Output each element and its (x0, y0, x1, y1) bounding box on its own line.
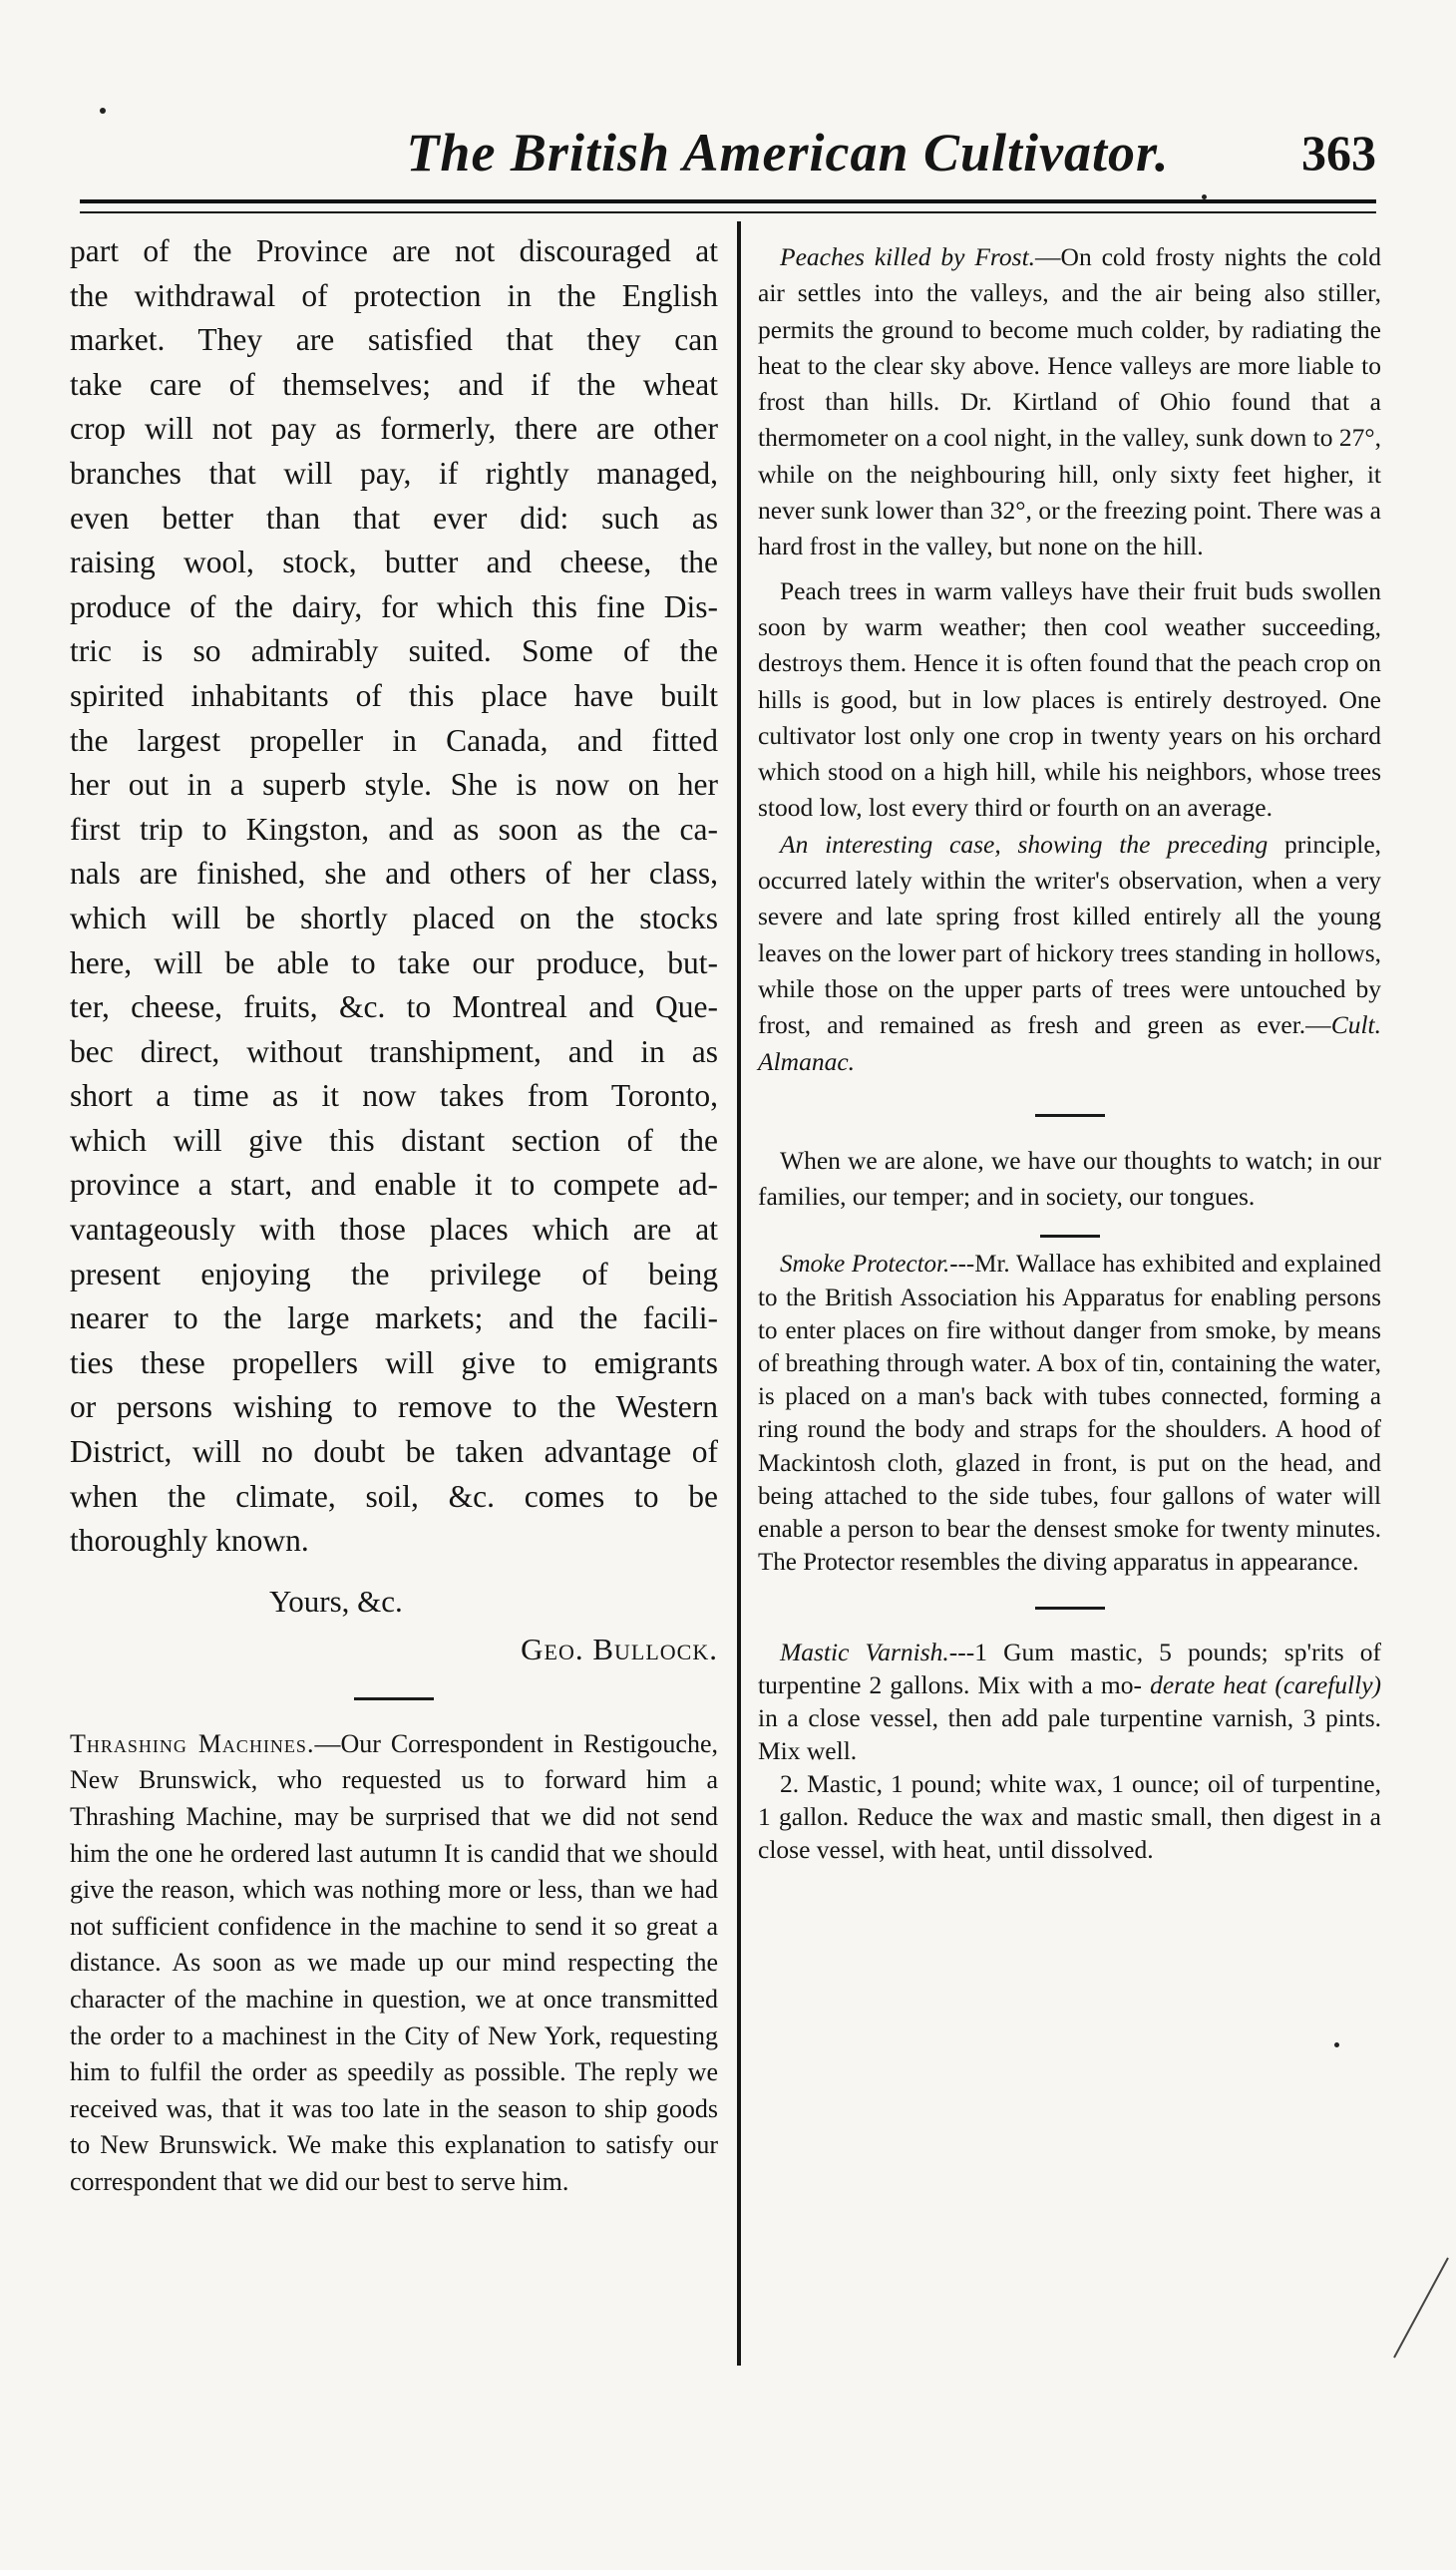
smoke-protector-article (758, 1248, 1381, 1579)
peaches-paragraph-2: Peach trees in warm valleys have their fruit buds swollen soon by warm weather; then cool weather succeeding, destroys them. Hence it is often found that the peach crop on hills is good, but in low places is entirely destroyed. One cultivator lost only one crop in twenty years on his orchard which stood on a high hill, while his neighbors, whose trees stood low, lost every third or fourth on an average. (758, 575, 1381, 823)
letter-line: vantageously with those places which are at (70, 1212, 718, 1248)
letter-line: first trip to Kingston, and as soon as the ca- (70, 811, 718, 847)
letter-line: raising wool, stock, butter and cheese, the (70, 545, 718, 580)
letter-line: produce of the dairy, for which this fine Dis- (70, 588, 718, 624)
mastic-varnish-recipe-1 (758, 1636, 1381, 1767)
letter-line: when the climate, soil, &c. comes to be (70, 1478, 718, 1514)
margin-pen-stroke (1386, 2254, 1456, 2364)
right-column (758, 239, 1381, 1866)
article-body: ---1 Gum mastic, 5 pounds; sp'rits of turpentine 2 gallons. Mix with a mo- (758, 1638, 1381, 1700)
letter-line: tric is so admirably suited. Some of the (70, 633, 718, 669)
article-title: Thrashing Machines. (70, 1728, 315, 1758)
letter-line: the withdrawal of protection in the English (70, 277, 718, 313)
article-body: in a close vessel, then add pale turpentine varnish, 3 pints. Mix well. (758, 1703, 1381, 1766)
letter-body (70, 229, 718, 1564)
article-body: —On cold frosty nights the cold air settles into the valleys, and the air being also stiller, permits the ground to become much colder, by radiating the heat to the clear sky above. Hence valleys are more liable to frost than hills. Dr. Kirtland of Ohio found that a thermometer on a cool night, in the valley, sunk down to 27°, while on the neighbouring hill, only sixty feet higher, it never sunk lower than 32°, or the freezing point. There was a hard frost in the valley, but none on the hill. (758, 242, 1381, 561)
letter-line: nals are finished, she and others of her class, (70, 856, 718, 892)
letter-line: bec direct, without transhipment, and in as (70, 1033, 718, 1069)
peaches-paragraph-1 (758, 239, 1381, 565)
header-rule-thick (80, 199, 1376, 203)
letter-line: nearer to the large markets; and the facili- (70, 1300, 718, 1336)
letter-line: part of the Province are not discouraged at (70, 233, 718, 268)
ink-speck (1334, 2042, 1339, 2047)
italic-phrase: derate heat (carefully) (1150, 1670, 1382, 1700)
letter-line: ter, cheese, fruits, &c. to Montreal and Que- (70, 989, 718, 1025)
column-divider (737, 221, 741, 2366)
section-divider (354, 1697, 434, 1700)
pen-stroke-path (1394, 2258, 1448, 2358)
letter-signature: Geo. Bullock. (521, 1631, 718, 1666)
letter-line: crop will not pay as formerly, there are other (70, 411, 718, 447)
letter-line: market. They are satisfied that they can (70, 322, 718, 358)
letter-line: even better than that ever did: such as (70, 500, 718, 536)
page-number: 363 (1301, 125, 1376, 181)
section-divider (1040, 1235, 1100, 1238)
source-credit: Cult. Almanac. (758, 1010, 1381, 1076)
section-divider (1035, 1114, 1105, 1117)
thrashing-machines-article (70, 1726, 718, 2201)
mastic-varnish-recipe-2: 2. Mastic, 1 pound; white wax, 1 ounce; oil of turpentine, 1 gallon. Reduce the wax and mastic small, then digest in a close vessel, with heat, until dissolved. (758, 1769, 1381, 1865)
letter-line: here, will be able to take our produce, but- (70, 944, 718, 980)
letter-line: the largest propeller in Canada, and fitted (70, 722, 718, 758)
article-body: ---Mr. Wallace has exhibited and explained to the British Association his Apparatus for enabling persons to enter places on fire without danger from smoke, by means of breathing through water. A box of tin, containing the water, is placed on a man's back with tubes connected, forming a ring round the body and straps for the shoulders. A hood of Mackintosh cloth, glazed in front, is put on the head, and being attached to the side tubes, four gallons of water will enable a person to bear the densest smoke for twenty minutes. The Protector resembles the diving apparatus in appearance. (758, 1251, 1381, 1577)
letter-line: present enjoying the privilege of being (70, 1256, 718, 1291)
article-title: Mastic Varnish. (780, 1638, 949, 1667)
letter-line: short a time as it now takes from Toronto, (70, 1078, 718, 1114)
letter-closing: Yours, &c. (269, 1583, 403, 1619)
letter-line: District, will no doubt be taken advantage of (70, 1434, 718, 1470)
thoughts-aphorism: When we are alone, we have our thoughts to watch; in our families, our temper; and in society, our tongues. (758, 1145, 1381, 1212)
peaches-paragraph-3 (758, 827, 1381, 1080)
letter-line: spirited inhabitants of this place have built (70, 677, 718, 713)
letter-line: or persons wishing to remove to the Western (70, 1389, 718, 1425)
letter-line: her out in a superb style. She is now on her (70, 767, 718, 803)
italic-lead: An interesting case, showing the preceding (780, 829, 1269, 859)
article-body: principle, occurred lately within the writer's observation, when a very severe and late spring frost killed entirely all the young leaves on the lower part of hickory trees standing in hollows, while those on the upper parts of trees were untouched by frost, and remained as fresh and green as ever.— (758, 829, 1382, 1040)
letter-line: ties these propellers will give to emigrants (70, 1344, 718, 1380)
letter-line: province a start, and enable it to compete ad- (70, 1167, 718, 1203)
header-rule-thin (80, 211, 1376, 213)
letter-line: take care of themselves; and if the wheat (70, 366, 718, 402)
article-title: Peaches killed by Frost. (780, 242, 1036, 271)
ink-speck (100, 108, 106, 114)
section-divider (1035, 1607, 1105, 1610)
article-body: —Our Correspondent in Restigouche, New Brunswick, who requested us to forward him a Thrashing Machine, may be surprised that we did not send him the one he ordered last autumn It is candid that we should give the reason, which was nothing more or less, than we had not sufficient confidence in the machine to send it so great a distance. As soon as we made up our mind respecting the character of the machine in question, we at once transmitted the order to a machinest in the City of New York, requesting him to fulfil the order as speedily as possible. The reply we received was, that it was too late in the season to ship goods to New Brunswick. We make this explanation to satisfy our correspondent that we did our best to serve him. (70, 1728, 719, 2196)
letter-line: which will give this distant section of the (70, 1122, 718, 1158)
article-title: Smoke Protector. (780, 1251, 950, 1279)
letter-line: which will be shortly placed on the stocks (70, 900, 718, 935)
running-title: The British American Cultivator. (406, 123, 1170, 183)
left-column (70, 229, 718, 2201)
page-header (80, 118, 1376, 197)
letter-line: thoroughly known. (70, 1523, 309, 1559)
letter-line: branches that will pay, if rightly managed, (70, 455, 718, 491)
